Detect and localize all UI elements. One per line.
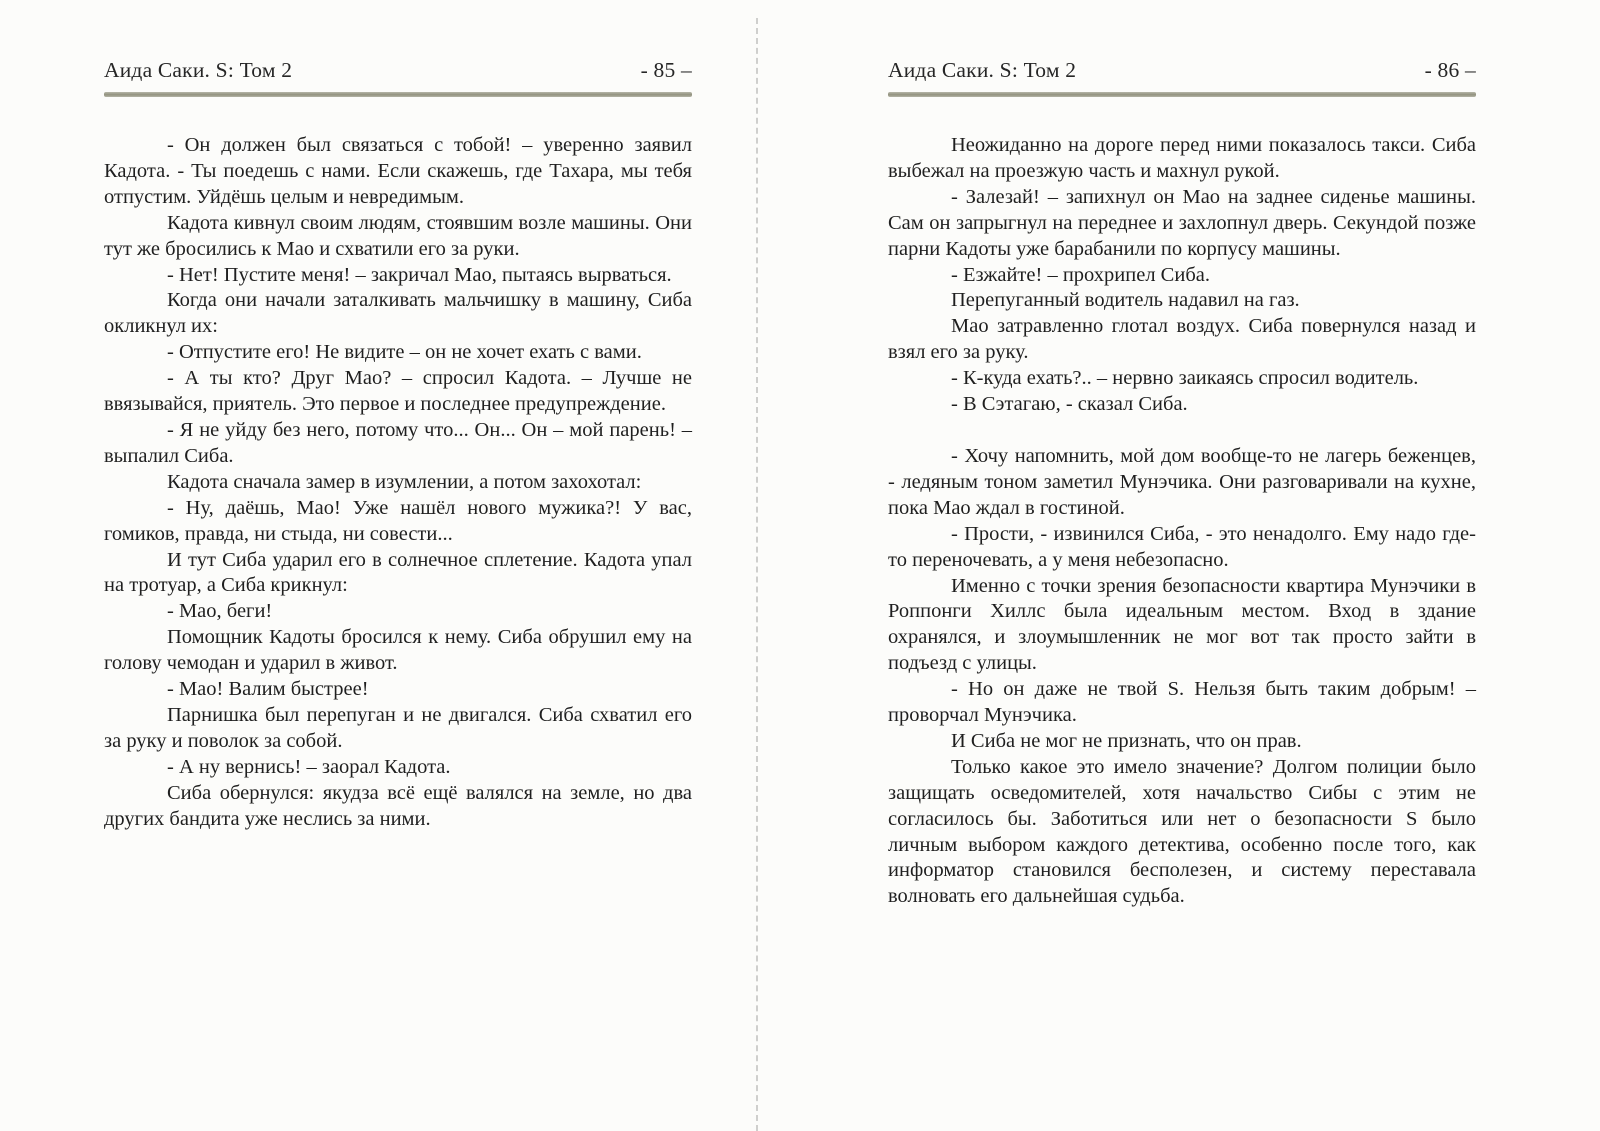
paragraph: Сиба обернулся: якудза всё ещё валялся на земле, но два других бандита уже неслись за ними. <box>104 781 692 830</box>
running-title: Аида Саки. S: Том 2 <box>104 58 293 82</box>
page-fold-divider <box>756 18 758 1131</box>
paragraph: И тут Сиба ударил его в солнечное сплетение. Кадота упал на тротуар, а Сиба крикнул: <box>104 548 692 597</box>
paragraph: - Я не уйду без него, потому что... Он... Он – мой парень! – выпалил Сиба. <box>104 418 692 467</box>
paragraph: - Он должен был связаться с тобой! – уверенно заявил Кадота. - Ты поедешь с нами. Если скажешь, где Тахара, мы тебя отпустим. Уйдёшь целым и невредимым. <box>104 134 692 208</box>
paragraph: - Нет! Пустите меня! – закричал Мао, пытаясь вырваться. <box>167 263 672 286</box>
paragraph: - Залезай! – запихнул он Мао на заднее сиденье машины. Сам он запрыгнул на переднее и захлопнул дверь. Секундой позже парни Кадоты уже барабанили по корпусу машины. <box>888 185 1476 260</box>
page-body <box>104 133 692 832</box>
paragraph: - К-куда ехать?.. – нервно заикаясь спросил водитель. <box>951 367 1419 390</box>
paragraph: - Мао, беги! <box>167 600 273 623</box>
page-number: - 85 – <box>640 58 692 82</box>
page-header <box>888 56 1476 84</box>
paragraph: - А ты кто? Друг Мао? – спросил Кадота. – Лучше не ввязывайся, приятель. Это первое и последнее предупреждение. <box>104 367 692 416</box>
paragraph: - А ну вернись! – заорал Кадота. <box>167 755 451 778</box>
paragraph: - Мао! Валим быстрее! <box>167 678 369 701</box>
paragraph: - Отпустите его! Не видите – он не хочет ехать с вами. <box>167 341 642 364</box>
paragraph: И Сиба не мог не признать, что он прав. <box>951 729 1302 752</box>
paragraph: Когда они начали заталкивать мальчишку в машину, Сиба окликнул их: <box>104 289 692 338</box>
page-85 <box>104 0 692 832</box>
paragraph: Мао затравленно глотал воздух. Сиба повернулся назад и взял его за руку. <box>888 315 1476 364</box>
paragraph: - Хочу напомнить, мой дом вообще-то не лагерь беженцев, - ледяным тоном заметил Мунэчика. Они разговаривали на кухне, пока Мао ждал в гостиной. <box>888 444 1476 519</box>
running-title: Аида Саки. S: Том 2 <box>888 58 1077 82</box>
paragraph: - В Сэтагаю, - сказал Сиба. <box>951 393 1188 416</box>
header-rule <box>104 92 692 97</box>
paragraph: Парнишка был перепуган и не двигался. Сиба схватил его за руку и поволок за собой. <box>104 703 692 752</box>
paragraph: Помощник Кадоты бросился к нему. Сиба обрушил ему на голову чемодан и ударил в живот. <box>104 626 692 675</box>
page-86 <box>888 0 1476 910</box>
paragraph: Кадота сначала замер в изумлении, а потом захохотал: <box>167 470 642 493</box>
paragraph: Именно с точки зрения безопасности квартира Мунэчики в Роппонги Хиллс была идеальным местом. Вход в здание охранялся, и злоумышленник не мог вот так просто зайти в подъезд с улицы. <box>888 574 1476 675</box>
paragraph: - Но он даже не твой S. Нельзя быть таким добрым! – проворчал Мунэчика. <box>888 678 1476 727</box>
paragraph: Только какое это имело значение? Долгом полиции было защищать осведомителей, хотя начальство Сибы с этим не согласилось бы. Заботиться или нет о безопасности S было личным выбором каждого детектива, особенно после того, как информатор становился бесполезен, и систему переставала волновать его дальнейшая судьба. <box>888 755 1476 908</box>
page-body <box>888 133 1476 910</box>
paragraph: - Езжайте! – прохрипел Сиба. <box>951 263 1210 286</box>
header-rule <box>888 92 1476 97</box>
paragraph: Неожиданно на дороге перед ними показалось такси. Сиба выбежал на проезжую часть и махнул рукой. <box>888 134 1476 182</box>
paragraph: Кадота кивнул своим людям, стоявшим возле машины. Они тут же бросились к Мао и схватили его за руки. <box>104 211 692 260</box>
scene-break <box>888 418 1476 444</box>
page-number: - 86 – <box>1424 58 1476 82</box>
paragraph: - Ну, даёшь, Мао! Уже нашёл нового мужика?! У вас, гомиков, правда, ни стыда, ни совести... <box>104 496 692 545</box>
page-header <box>104 56 692 84</box>
paragraph: - Прости, - извинился Сиба, - это ненадолго. Ему надо где-то переночевать, а у меня небезопасно. <box>888 522 1476 571</box>
paragraph: Перепуганный водитель надавил на газ. <box>951 289 1300 312</box>
